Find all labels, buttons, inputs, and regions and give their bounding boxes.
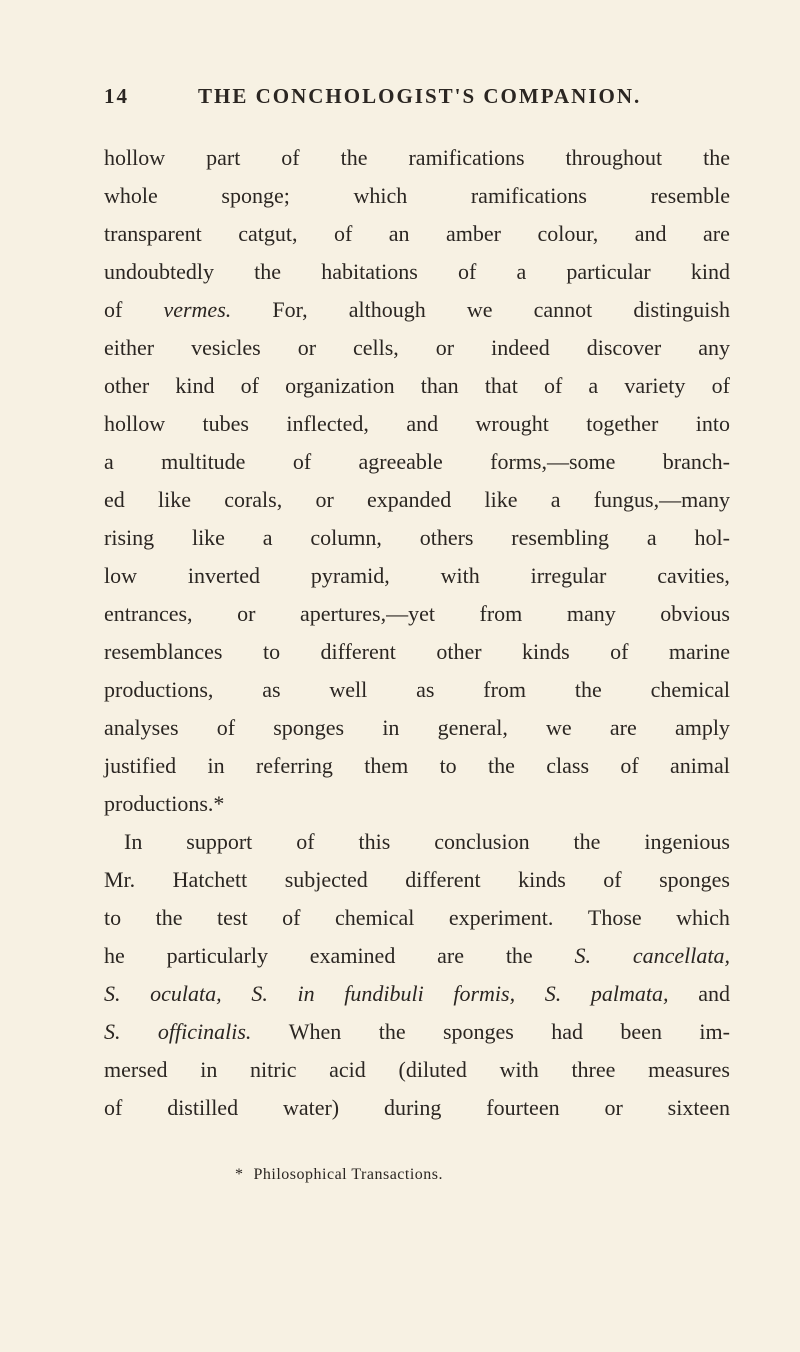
word: are bbox=[609, 715, 637, 740]
word: of bbox=[620, 753, 639, 778]
word: resembling bbox=[511, 525, 610, 550]
word: and bbox=[634, 221, 667, 246]
word: like bbox=[191, 525, 225, 550]
text-line bbox=[104, 291, 730, 329]
word: of bbox=[281, 145, 300, 170]
word: ed bbox=[104, 487, 125, 512]
word: experiment. bbox=[448, 905, 554, 930]
page-header bbox=[104, 84, 704, 118]
word: as bbox=[416, 677, 435, 702]
word: wrought bbox=[475, 411, 549, 436]
word: apertures,—yet bbox=[299, 601, 435, 626]
word: the bbox=[703, 145, 730, 170]
word: been bbox=[620, 1019, 662, 1044]
text-line bbox=[104, 937, 730, 975]
word: organization bbox=[285, 373, 395, 398]
word: vermes. bbox=[163, 297, 232, 322]
word: officinalis. bbox=[157, 1019, 252, 1044]
word: to bbox=[439, 753, 457, 778]
word: or bbox=[315, 487, 334, 512]
word: (diluted bbox=[398, 1057, 467, 1082]
text-line bbox=[104, 861, 730, 899]
word: a bbox=[516, 259, 527, 284]
word: which bbox=[676, 905, 730, 930]
page-number: 14 bbox=[104, 84, 129, 108]
word: tubes bbox=[202, 411, 249, 436]
word: are bbox=[703, 221, 730, 246]
word: we bbox=[466, 297, 493, 322]
text-line bbox=[104, 405, 730, 443]
word: although bbox=[348, 297, 426, 322]
word: hollow bbox=[104, 411, 166, 436]
word: this bbox=[358, 829, 391, 854]
word: of bbox=[104, 1095, 123, 1120]
word: productions.* bbox=[104, 791, 225, 816]
word: the bbox=[505, 943, 533, 968]
word: whole bbox=[104, 183, 158, 208]
word: acid bbox=[329, 1057, 366, 1082]
word: distilled bbox=[167, 1095, 239, 1120]
word: general, bbox=[437, 715, 508, 740]
footnote bbox=[235, 1163, 695, 1187]
word: from bbox=[483, 677, 527, 702]
word: with bbox=[440, 563, 480, 588]
word: in bbox=[207, 753, 225, 778]
word: distinguish bbox=[633, 297, 730, 322]
word: a bbox=[588, 373, 599, 398]
word: transparent bbox=[104, 221, 202, 246]
word: fundibuli bbox=[344, 981, 424, 1006]
word: other bbox=[104, 373, 150, 398]
word: a bbox=[262, 525, 273, 550]
word: in bbox=[382, 715, 400, 740]
word: inflected, bbox=[286, 411, 369, 436]
word: ramifications bbox=[470, 183, 587, 208]
word: of bbox=[543, 373, 563, 398]
running-head: THE CONCHOLOGIST'S COMPANION. bbox=[198, 84, 642, 108]
word: or bbox=[435, 335, 455, 360]
word: S. bbox=[104, 981, 121, 1006]
word: examined bbox=[309, 943, 396, 968]
word: resemblances bbox=[104, 639, 223, 664]
word: a bbox=[646, 525, 657, 550]
word: animal bbox=[670, 753, 730, 778]
text-line bbox=[104, 899, 730, 937]
word: of bbox=[711, 373, 730, 398]
word: of bbox=[610, 639, 629, 664]
word: had bbox=[551, 1019, 584, 1044]
word: obvious bbox=[660, 601, 730, 626]
word: sixteen bbox=[667, 1095, 730, 1120]
word: agreeable bbox=[358, 449, 443, 474]
word: to bbox=[104, 905, 122, 930]
word: which bbox=[353, 183, 408, 208]
text-line bbox=[104, 367, 730, 405]
word: entrances, bbox=[104, 601, 193, 626]
text-line bbox=[104, 975, 730, 1013]
text-line bbox=[104, 1051, 730, 1089]
word: particular bbox=[566, 259, 651, 284]
word: the bbox=[155, 905, 183, 930]
word: during bbox=[383, 1095, 442, 1120]
word: or bbox=[237, 601, 256, 626]
word: a bbox=[104, 449, 114, 474]
word: multitude bbox=[161, 449, 246, 474]
word: the bbox=[574, 677, 602, 702]
word: than bbox=[420, 373, 459, 398]
word: Hatchett bbox=[172, 867, 248, 892]
word: subjected bbox=[284, 867, 368, 892]
word: like bbox=[157, 487, 191, 512]
word: as bbox=[262, 677, 281, 702]
word: and bbox=[406, 411, 439, 436]
word: a bbox=[550, 487, 561, 512]
footnote-mark: * bbox=[235, 1166, 244, 1183]
word: of bbox=[104, 297, 123, 322]
word: indeed bbox=[491, 335, 550, 360]
word: S. bbox=[251, 981, 268, 1006]
word: S. bbox=[544, 981, 562, 1006]
word: formis, bbox=[453, 981, 516, 1006]
word: pyramid, bbox=[310, 563, 390, 588]
word: amber bbox=[446, 221, 501, 246]
word: productions, bbox=[104, 677, 214, 702]
word: of bbox=[282, 905, 301, 930]
word: kinds bbox=[518, 867, 566, 892]
word: water) bbox=[282, 1095, 340, 1120]
word: to bbox=[262, 639, 281, 664]
word: amply bbox=[674, 715, 730, 740]
word: of bbox=[333, 221, 353, 246]
text-line bbox=[104, 481, 730, 519]
word: of bbox=[216, 715, 236, 740]
word: we bbox=[546, 715, 572, 740]
word: Those bbox=[587, 905, 642, 930]
word: of bbox=[292, 449, 312, 474]
word: kind bbox=[175, 373, 215, 398]
word: well bbox=[329, 677, 368, 702]
word: with bbox=[499, 1057, 539, 1082]
body-text bbox=[104, 139, 730, 1127]
word: either bbox=[104, 335, 155, 360]
word: from bbox=[479, 601, 523, 626]
word: For, bbox=[272, 297, 308, 322]
word: palmata, bbox=[590, 981, 669, 1006]
word: measures bbox=[648, 1057, 730, 1082]
word: discover bbox=[586, 335, 662, 360]
word: in bbox=[297, 981, 315, 1006]
word: of bbox=[457, 259, 477, 284]
word: kind bbox=[690, 259, 730, 284]
word: resemble bbox=[650, 183, 730, 208]
word: class bbox=[546, 753, 590, 778]
word: any bbox=[698, 335, 730, 360]
word: chemical bbox=[334, 905, 415, 930]
word: cannot bbox=[533, 297, 593, 322]
word: are bbox=[437, 943, 464, 968]
word: column, bbox=[310, 525, 382, 550]
word: many bbox=[566, 601, 616, 626]
word: an bbox=[388, 221, 410, 246]
word: them bbox=[364, 753, 409, 778]
text-line bbox=[104, 253, 730, 291]
word: of bbox=[603, 867, 622, 892]
word: sponges bbox=[659, 867, 730, 892]
text-line bbox=[104, 633, 730, 671]
word: into bbox=[695, 411, 730, 436]
word: cavities, bbox=[657, 563, 730, 588]
word: that bbox=[484, 373, 518, 398]
word: the bbox=[378, 1019, 406, 1044]
word: in bbox=[200, 1057, 218, 1082]
word: expanded bbox=[367, 487, 452, 512]
word: S. bbox=[104, 1019, 121, 1044]
text-line bbox=[104, 823, 730, 861]
word: of bbox=[240, 373, 259, 398]
text-line bbox=[104, 139, 730, 177]
word: support bbox=[186, 829, 253, 854]
word: im- bbox=[699, 1019, 730, 1044]
word: analyses bbox=[104, 715, 179, 740]
word: cancellata, bbox=[632, 943, 730, 968]
word: different bbox=[405, 867, 481, 892]
word: undoubtedly bbox=[104, 259, 214, 284]
word: variety bbox=[624, 373, 686, 398]
word: habitations bbox=[321, 259, 418, 284]
word: conclusion bbox=[434, 829, 530, 854]
text-line bbox=[104, 595, 730, 633]
word: mersed bbox=[104, 1057, 168, 1082]
word: sponges bbox=[273, 715, 345, 740]
word: referring bbox=[255, 753, 333, 778]
text-line bbox=[104, 709, 730, 747]
word: he bbox=[104, 943, 125, 968]
footnote-text: Philosophical Transactions. bbox=[253, 1166, 444, 1183]
word: sponge; bbox=[221, 183, 290, 208]
text-line bbox=[104, 177, 730, 215]
word: S. bbox=[574, 943, 592, 968]
text-line bbox=[104, 747, 730, 785]
word: inverted bbox=[187, 563, 260, 588]
word: like bbox=[484, 487, 518, 512]
word: sponges bbox=[442, 1019, 514, 1044]
word: others bbox=[419, 525, 474, 550]
word: kinds bbox=[521, 639, 570, 664]
word: rising bbox=[104, 525, 155, 550]
text-line bbox=[104, 215, 730, 253]
word: of bbox=[296, 829, 315, 854]
word: Mr. bbox=[104, 867, 136, 892]
word: the bbox=[573, 829, 601, 854]
word: fourteen bbox=[486, 1095, 560, 1120]
word: other bbox=[436, 639, 482, 664]
word: corals, bbox=[224, 487, 283, 512]
text-line bbox=[104, 519, 730, 557]
word: justified bbox=[104, 753, 177, 778]
word: marine bbox=[668, 639, 730, 664]
word: irregular bbox=[530, 563, 607, 588]
word: branch- bbox=[662, 449, 730, 474]
word: test bbox=[217, 905, 248, 930]
word: colour, bbox=[537, 221, 599, 246]
word: the bbox=[340, 145, 368, 170]
word: catgut, bbox=[238, 221, 298, 246]
word: ramifications bbox=[408, 145, 525, 170]
word: or bbox=[297, 335, 317, 360]
word: and bbox=[698, 981, 730, 1006]
word: fungus,—many bbox=[593, 487, 730, 512]
word: part bbox=[206, 145, 241, 170]
word: particularly bbox=[166, 943, 268, 968]
word: hol- bbox=[694, 525, 730, 550]
text-line bbox=[104, 329, 730, 367]
word: different bbox=[320, 639, 396, 664]
word: ingenious bbox=[644, 829, 730, 854]
word: In bbox=[124, 829, 143, 854]
word: forms,—some bbox=[490, 449, 616, 474]
text-line bbox=[104, 785, 730, 823]
word: cells, bbox=[352, 335, 399, 360]
text-line bbox=[104, 1089, 730, 1127]
text-line bbox=[104, 443, 730, 481]
text-line bbox=[104, 557, 730, 595]
word: low bbox=[104, 563, 137, 588]
word: the bbox=[254, 259, 282, 284]
word: vesicles bbox=[191, 335, 261, 360]
word: oculata, bbox=[150, 981, 222, 1006]
word: together bbox=[586, 411, 659, 436]
word: throughout bbox=[565, 145, 663, 170]
word: hollow bbox=[104, 145, 166, 170]
word: When bbox=[288, 1019, 342, 1044]
word: or bbox=[604, 1095, 623, 1120]
word: nitric bbox=[250, 1057, 297, 1082]
text-line bbox=[104, 671, 730, 709]
text-line bbox=[104, 1013, 730, 1051]
word: the bbox=[488, 753, 515, 778]
word: three bbox=[571, 1057, 616, 1082]
word: chemical bbox=[650, 677, 730, 702]
